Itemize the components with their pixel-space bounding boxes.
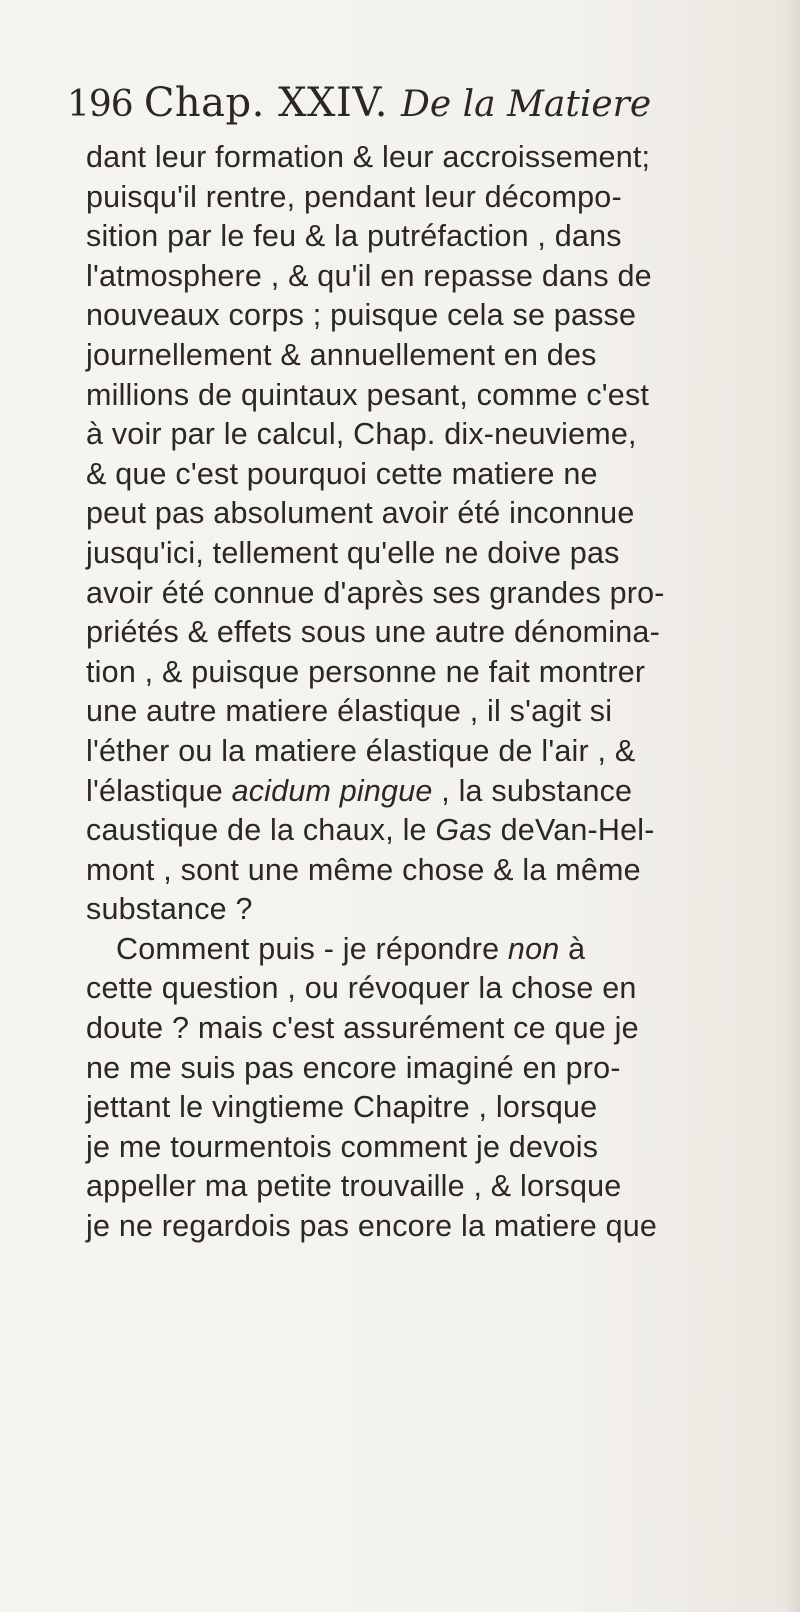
text-line: doute ? mais c'est assurément ce que je xyxy=(86,1011,639,1046)
chapter-heading: Chap. XXIV. xyxy=(143,80,388,126)
latin-term: acidum pingue xyxy=(231,773,433,808)
running-header xyxy=(67,80,767,136)
chapter-title: De la Matiere xyxy=(401,84,652,125)
text-line: l'éther ou la matiere élastique de l'air , & xyxy=(86,733,636,768)
text-line: dant leur formation & leur accroissement; xyxy=(86,140,651,174)
text-line: l'atmosphere , & qu'il en repasse dans de xyxy=(86,258,652,293)
text-line: jettant le vingtieme Chapitre , lorsque xyxy=(86,1090,598,1125)
text-line: journellement & annuellement en des xyxy=(86,337,597,372)
text-line: une autre matiere élastique , il s'agit si xyxy=(86,694,613,729)
text-line: je me tourmentois comment je devois xyxy=(86,1129,599,1164)
text-line: caustique de la chaux, le Gas deVan-Hel- xyxy=(86,813,655,848)
text-line: appeller ma petite trouvaille , & lorsque xyxy=(86,1169,622,1204)
text-line: avoir été connue d'après ses grandes pro- xyxy=(86,575,665,610)
text-line: substance ? xyxy=(86,892,253,927)
page-number: 196 xyxy=(67,84,133,125)
text-line: l'élastique acidum pingue , la substance xyxy=(86,773,633,808)
text-line: & que c'est pourquoi cette matiere ne xyxy=(86,456,598,491)
text-line: je ne regardois pas encore la matiere que xyxy=(86,1209,658,1244)
text-line: sition par le feu & la putréfaction , dans xyxy=(86,219,622,254)
text-line: tion , & puisque personne ne fait montrer xyxy=(86,654,646,689)
text-line: millions de quintaux pesant, comme c'est xyxy=(86,377,650,412)
text-line: peut pas absolument avoir été inconnue xyxy=(86,496,635,531)
text-line: mont , sont une même chose & la même xyxy=(86,852,641,887)
text-line: ne me suis pas encore imaginé en pro- xyxy=(86,1050,621,1085)
text-line: priétés & effets sous une autre dénomina- xyxy=(86,615,660,650)
text-line-paragraph-start: Comment puis - je répondre non à xyxy=(116,931,586,966)
text-line: cette question , ou révoquer la chose en xyxy=(86,971,637,1006)
text-line: nouveaux corps ; puisque cela se passe xyxy=(86,298,637,333)
text-line: à voir par le calcul, Chap. dix-neuvieme, xyxy=(86,417,637,452)
italic-term: non xyxy=(507,931,560,966)
body-text xyxy=(86,138,786,1247)
italic-term: Gas xyxy=(435,813,492,848)
text-line: puisqu'il rentre, pendant leur décompo- xyxy=(86,179,622,214)
page-edge-shadow xyxy=(784,0,800,1612)
text-line: jusqu'ici, tellement qu'elle ne doive pas xyxy=(86,535,620,570)
